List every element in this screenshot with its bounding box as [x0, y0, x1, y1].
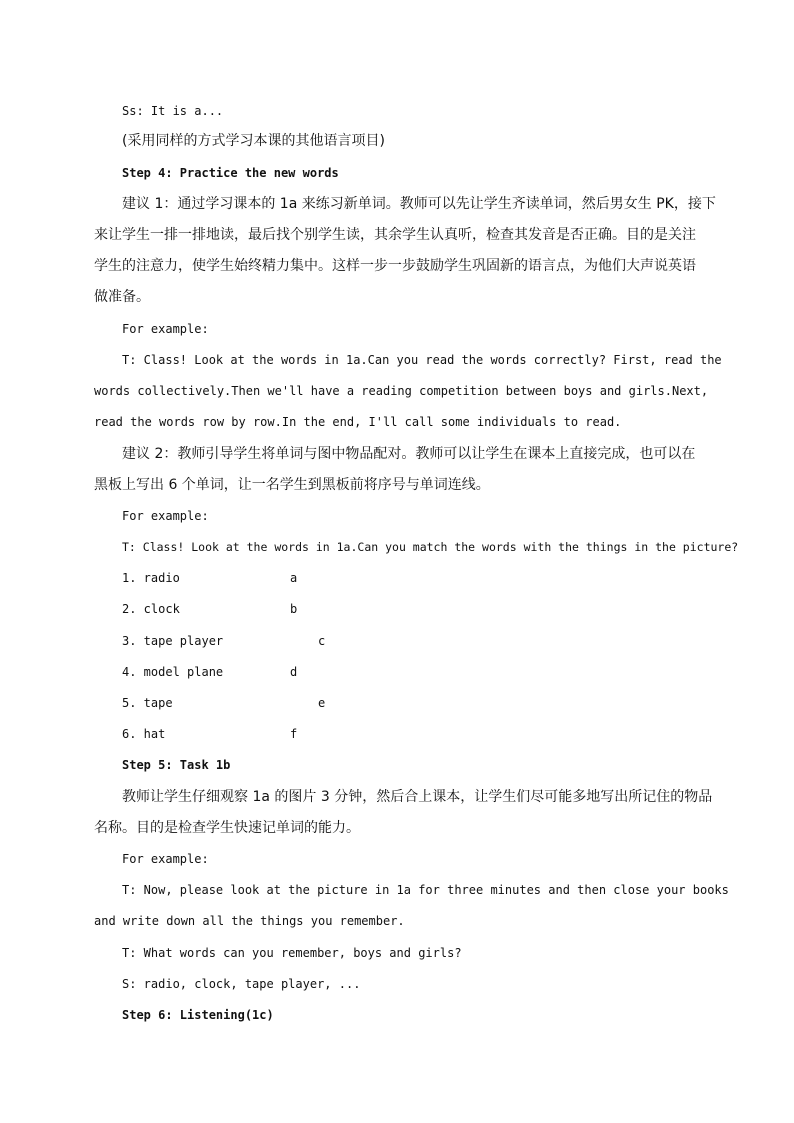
dialogue-line: and write down all the things you remember.	[94, 914, 405, 928]
match-letter: a	[290, 571, 298, 585]
step-heading: Step 4: Practice the new words	[122, 166, 339, 180]
paragraph-line: 建议 2：教师引导学生将单词与图中物品配对。教师可以让学生在课本上直接完成，也可以在	[122, 446, 696, 462]
match-letter: e	[318, 696, 326, 710]
paragraph-line: 学生的注意力，使学生始终精力集中。这样一步一步鼓励学生巩固新的语言点，为他们大声说英语	[94, 258, 696, 274]
example-label: For example:	[122, 509, 209, 523]
dialogue-line: T: Class! Look at the words in 1a.Can you read the words correctly? First, read the	[122, 353, 722, 367]
dialogue-line: T: Now, please look at the picture in 1a for three minutes and then close your books	[122, 883, 729, 897]
match-word: 2. clock	[122, 602, 180, 616]
dialogue-line: read the words row by row.In the end, I'll call some individuals to read.	[94, 415, 622, 429]
paragraph-line: 黑板上写出 6 个单词，让一名学生到黑板前将序号与单词连线。	[94, 477, 490, 493]
match-letter: b	[290, 602, 298, 616]
example-label: For example:	[122, 322, 209, 336]
match-word: 4. model plane	[122, 665, 224, 679]
note-line: (采用同样的方式学习本课的其他语言项目)	[122, 133, 385, 149]
match-letter: f	[290, 727, 298, 741]
match-word: 5. tape	[122, 696, 173, 710]
paragraph-line: 名称。目的是检查学生快速记单词的能力。	[94, 820, 360, 836]
paragraph-line: 做准备。	[94, 289, 150, 305]
paragraph-line: 教师让学生仔细观察 1a 的图片 3 分钟，然后合上课本，让学生们尽可能多地写出所记住的物品	[122, 789, 713, 805]
dialogue-line: words collectively.Then we'll have a reading competition between boys and girls.Next,	[94, 384, 709, 398]
example-label: For example:	[122, 852, 209, 866]
paragraph-line: 来让学生一排一排地读，最后找个别学生读，其余学生认真听，检查其发音是否正确。目的是关注	[94, 227, 696, 243]
dialogue-line: T: Class! Look at the words in 1a.Can you match the words with the things in the picture?	[122, 540, 739, 554]
match-letter: c	[318, 634, 326, 648]
step-heading: Step 5: Task 1b	[122, 758, 231, 772]
match-word: 3. tape player	[122, 634, 224, 648]
match-letter: d	[290, 665, 298, 679]
dialogue-line: Ss: It is a...	[122, 104, 224, 118]
dialogue-line: S: radio, clock, tape player, ...	[122, 977, 361, 991]
match-word: 1. radio	[122, 571, 180, 585]
match-word: 6. hat	[122, 727, 166, 741]
dialogue-line: T: What words can you remember, boys and girls?	[122, 946, 462, 960]
paragraph-line: 建议 1：通过学习课本的 1a 来练习新单词。教师可以先让学生齐读单词，然后男女生 PK，接下	[122, 196, 716, 212]
step-heading: Step 6: Listening(1c)	[122, 1008, 274, 1022]
